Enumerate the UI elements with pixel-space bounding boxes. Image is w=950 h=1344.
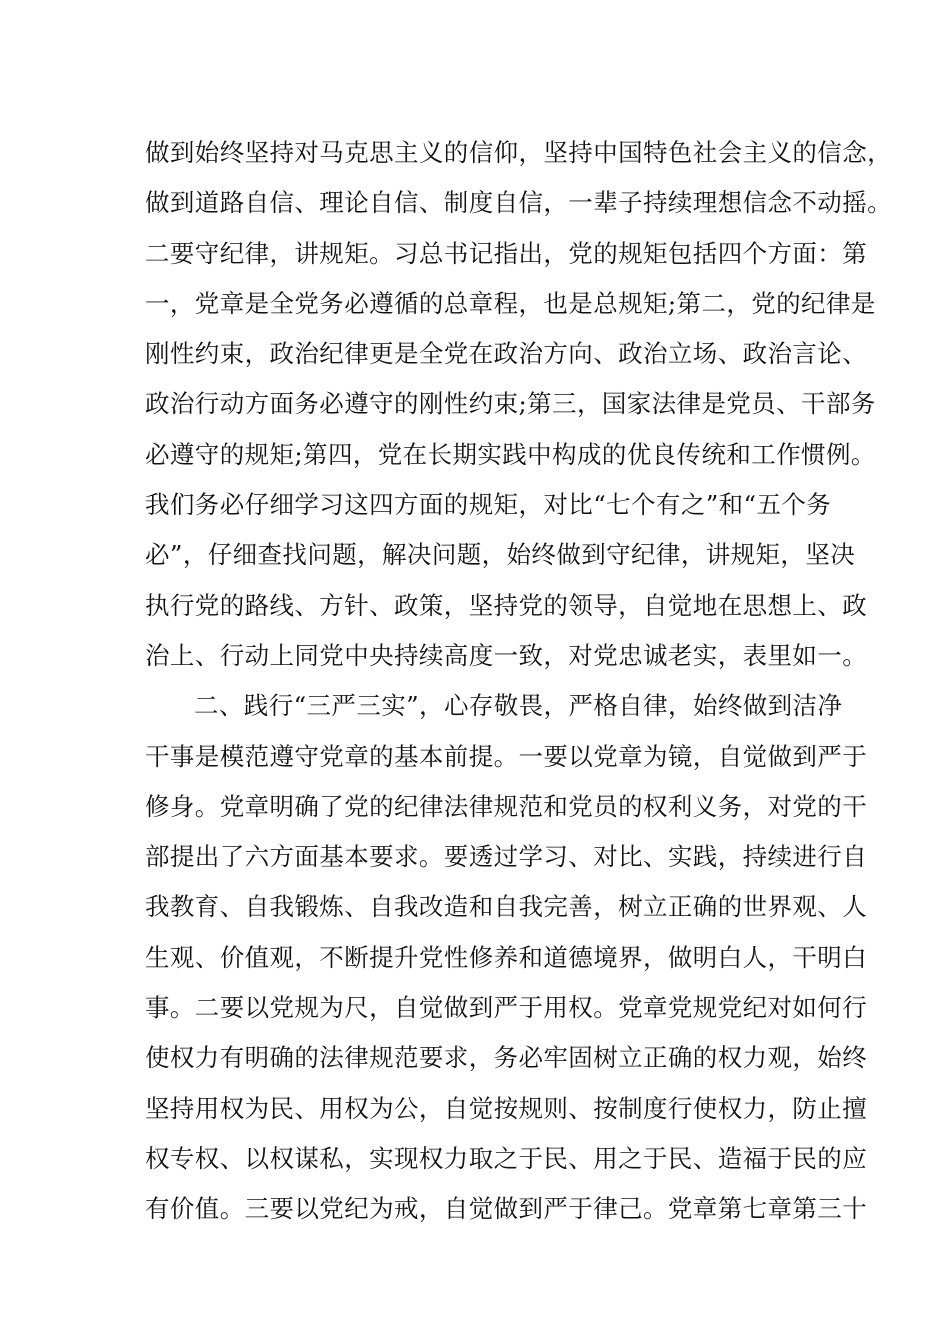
- text-line: 我教育、自我锻炼、自我改造和自我完善，树立正确的世界观、人: [145, 892, 868, 922]
- text-line: 二要守纪律，讲规矩。习总书记指出，党的规矩包括四个方面：第: [145, 238, 868, 268]
- text-line: 政治行动方面务必遵守的刚性约束;第三，国家法律是党员、干部务: [145, 389, 876, 419]
- text-line: 坚持用权为民、用权为公，自觉按规则、按制度行使权力，防止擅: [145, 1093, 868, 1123]
- text-line: 修身。党章明确了党的纪律法律规范和党员的权利义务，对党的干: [145, 791, 868, 821]
- text-line: 必”，仔细查找问题，解决问题，始终做到守纪律，讲规矩，坚决: [145, 540, 856, 570]
- text-line: 一，党章是全党务必遵循的总章程，也是总规矩;第二，党的纪律是: [145, 288, 876, 318]
- text-line: 我们务必仔细学习这四方面的规矩，对比“七个有之”和“五个务: [145, 490, 832, 520]
- text-line: 权专权、以权谋私，实现权力取之于民、用之于民、造福于民的应: [145, 1143, 868, 1173]
- text-line: 做到道路自信、理论自信、制度自信，一辈子持续理想信念不动摇。: [145, 188, 892, 218]
- text-line: 必遵守的规矩;第四，党在长期实践中构成的优良传统和工作惯例。: [145, 439, 876, 469]
- text-line: 有价值。三要以党纪为戒，自觉做到严于律己。党章第七章第三十: [145, 1194, 868, 1224]
- paragraph-start-line: 二、践行“三严三实”，心存敬畏，严格自律，始终做到洁净: [194, 691, 843, 721]
- text-line: 刚性约束，政治纪律更是全党在政治方向、政治立场、政治言论、: [145, 339, 868, 369]
- text-line: 做到始终坚持对马克思主义的信仰，坚持中国特色社会主义的信念，: [145, 138, 892, 167]
- text-line: 生观、价值观，不断提升党性修养和道德境界，做明白人，干明白: [145, 942, 868, 972]
- text-line: 治上、行动上同党中央持续高度一致，对党忠诚老实，表里如一。: [145, 640, 868, 670]
- text-line: 干事是模范遵守党章的基本前提。一要以党章为镜，自觉做到严于: [145, 741, 868, 771]
- text-line: 使权力有明确的法律规范要求，务必牢固树立正确的权力观，始终: [145, 1043, 868, 1073]
- body-text: [145, 128, 892, 1235]
- text-line: 事。二要以党规为尺，自觉做到严于用权。党章党规党纪对如何行: [145, 993, 868, 1023]
- text-line: 部提出了六方面基本要求。要透过学习、对比、实践，持续进行自: [145, 842, 868, 872]
- text-line: 执行党的路线、方针、政策，坚持党的领导，自觉地在思想上、政: [145, 590, 868, 620]
